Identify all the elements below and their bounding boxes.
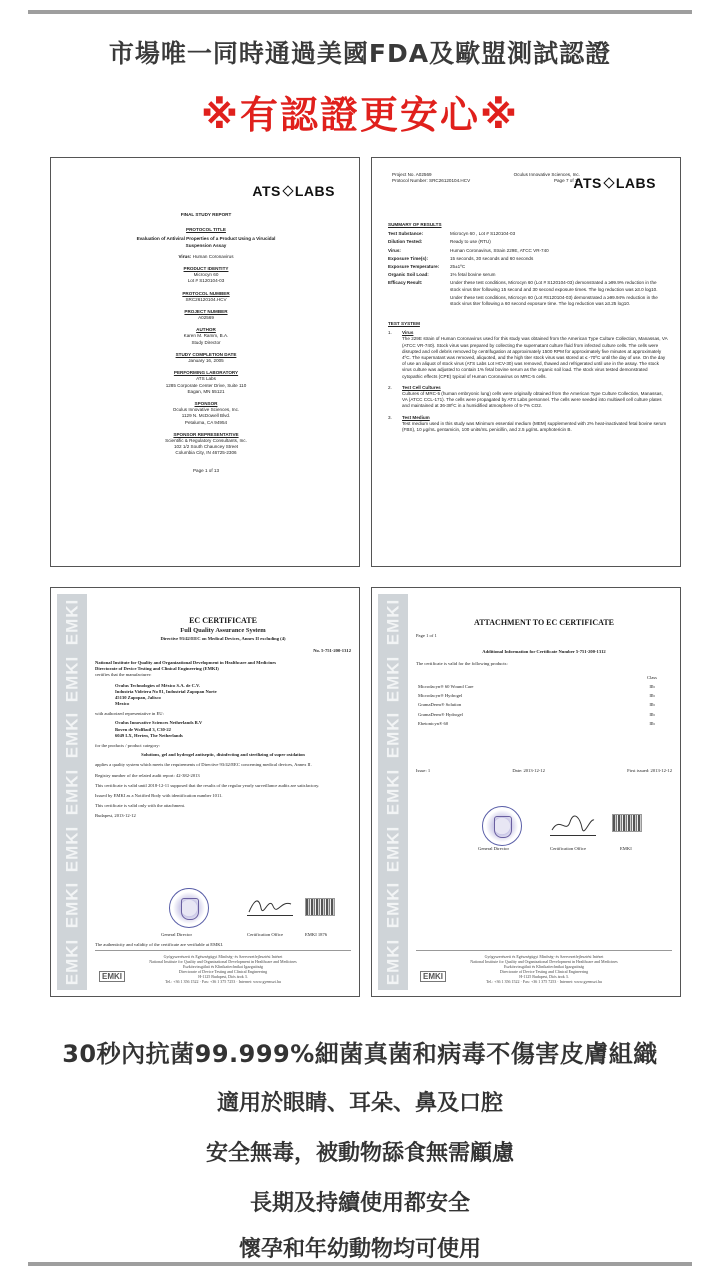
summary-key: Exposure Time(s):: [388, 255, 428, 261]
summary-value: 1% fetal bovine serum: [450, 272, 496, 278]
item-title: Virus: [402, 330, 414, 336]
ec-certificate: [50, 587, 360, 997]
sponsor-address-1: 1129 N. McDowell Blvd.: [181, 413, 231, 419]
class-header: Class: [647, 674, 657, 680]
bottom-divider: [28, 1262, 692, 1266]
attachment-line: This certificate is valid only with the attachment.: [95, 803, 186, 809]
summary-key: Virus:: [388, 247, 401, 253]
project-number: A02569: [198, 315, 214, 321]
item-title: Test Cell Cultures: [402, 384, 441, 390]
product-class: IIb: [649, 693, 655, 699]
product-class: IIb: [649, 702, 655, 708]
summary-key: [388, 295, 450, 307]
completion-date: January 16, 2005: [188, 358, 224, 363]
table-row: [416, 692, 672, 701]
lab-address-2: Eagan, MN 55121: [187, 388, 225, 394]
top-divider: [28, 10, 692, 14]
summary-value: Human Coronavirus, Strain 229E, ATCC VR-740: [450, 247, 549, 253]
emki-watermark-text: EMKI: [62, 768, 81, 816]
sponsor-rep-address-2: Columbia City, IN 46725-2306: [175, 450, 237, 456]
summary-row: [388, 248, 668, 254]
product-lot: Lot # S120104-03: [187, 278, 225, 284]
summary-row: [388, 264, 668, 270]
certificate-body: [95, 602, 351, 820]
list-item: [388, 415, 668, 434]
emki-watermark-text: EMKI: [383, 712, 402, 759]
item-number: 2.: [388, 384, 392, 390]
attachment-title: ATTACHMENT TO EC CERTIFICATE: [474, 618, 614, 627]
table-row: [416, 719, 672, 728]
summary-of-results-page: [371, 157, 681, 567]
sponsor-rep-label: SPONSOR REPRESENTATIVE: [173, 431, 239, 437]
protocol-title-label: PROTOCOL TITLE: [186, 227, 226, 233]
emki-code: EMKI 1876: [305, 932, 328, 937]
emki-watermark-text: EMKI: [383, 655, 402, 703]
manufacturer-address-1: Industria Vidriera No 81, Industrial Zapopan Norte: [115, 688, 217, 694]
summary-value: 15 seconds, 30 seconds and 60 seconds: [450, 255, 534, 261]
feature-antibacterial: 30秒內抗菌99.999%細菌真菌和病毒不傷害皮膚組織: [62, 1040, 658, 1068]
for-products-line: for the products / product category:: [95, 743, 160, 748]
certifies-line: certifies that the manufacturer:: [95, 672, 152, 678]
certificate-attachment: [371, 587, 681, 997]
results-section: [388, 216, 668, 438]
attachment-body: [416, 602, 672, 775]
signature-icon: [550, 814, 596, 836]
representative-block: [95, 720, 351, 739]
summary-value: Under these test conditions, Microcyn 60 (Lot # S120104-03) demonstrated a ≥99.9% reduction in the stock virus titer following 15 second and 30 second exposure times. The log reduction was ≥3.0 log10.: [450, 280, 658, 292]
emki-watermark-text: EMKI: [383, 881, 402, 929]
item-number: 1.: [388, 330, 392, 336]
feature-pregnancy-safe: 懷孕和年幼動物均可使用: [238, 1237, 481, 1262]
item-text: Test medium used in this study was Minimum essential medium (MEM) supplemented with 2% heat-inactivated fetal bovine serum (FBS), 10 μg/mL gentamicin, 100 units/mL penicillin, and 2.5 μg/mL amphotericin B.: [402, 420, 667, 432]
item-text: Cultures of MRC-5 (human embryonic lung) cells were originally obtained from the American Type Culture Collection, Manassas, VA (ATCC CCL-171). The cells were propagated by ATS Labs personnel. The cells were seeded into multiwell cell culture plates and maintained at 36-38ºC in a humidified atmosphere of 5-7% CO2.: [402, 390, 663, 409]
summary-row: [388, 280, 668, 292]
registry-line: Registry number of the related audit report: 42-382-2013: [95, 772, 200, 778]
summary-key: Test Substance:: [388, 231, 424, 237]
sponsor-rep-address-1: 102 1/2 South Chauncey Street: [173, 444, 239, 450]
representative-address-2: 6049 LX, Herten, The Netherlands: [115, 732, 183, 738]
summary-key: Organic Soil Load:: [388, 272, 429, 278]
authenticity-line: The authenticity and validity of the certificate are verifiable at EMKI.: [95, 942, 224, 947]
first-issued: First issued: 2013-12-12: [627, 768, 672, 774]
summary-row: [388, 231, 668, 237]
feature-applicable-areas: 適用於眼睛、耳朵、鼻及口腔: [216, 1091, 503, 1116]
official-seal-icon: [482, 806, 522, 846]
table-row: [416, 683, 672, 692]
test-system-list: [388, 330, 668, 433]
barcode-icon: [305, 898, 335, 916]
ats-labs-logo: ATS LABS: [573, 175, 656, 191]
virus-line: Virus: Human Coronavirus: [178, 253, 234, 259]
signature-icon: [247, 894, 293, 916]
summary-value: Ready to use (RTU): [450, 239, 491, 245]
additional-info-line: Additional Information for Certificate Number 5-751-200-1312: [482, 648, 606, 654]
issuer-line-1: National Institute for Quality and Organizational Development in Healthcare and Medicines: [95, 659, 277, 665]
emki-logo: EMKI: [99, 971, 125, 982]
barcode-icon: [612, 814, 642, 832]
sponsor-name: Oculus Innovative Sciences, Inc.: [172, 407, 240, 413]
summary-value: 25±1ºC: [450, 263, 466, 269]
study-report-cover: [50, 157, 360, 567]
issued-line: Issued by EMKI as a Notified Body with identification number 1011.: [95, 792, 223, 798]
protocol-number: Protocol Number: SRC26120104.HCV: [392, 178, 471, 184]
summary-title: SUMMARY OF RESULTS: [388, 222, 442, 227]
emki-watermark-text: EMKI: [62, 881, 81, 929]
sponsor-rep-name: Scientific & Regulatory Consultants, Inc.: [165, 437, 247, 443]
ats-labs-logo: ATS LABS: [252, 183, 335, 199]
project-number-label: PROJECT NUMBER: [184, 308, 228, 314]
issue-row: [416, 768, 672, 774]
issue-date: Date: 2013-12-12: [512, 768, 545, 774]
director-label: General Director: [161, 932, 192, 937]
manufacturer-country: Mexico: [115, 701, 130, 707]
product-name: GramaDerm® Hydrogel: [418, 711, 463, 717]
list-item: [388, 330, 668, 380]
product-name: Ebetonicyn® 60: [418, 720, 449, 726]
test-system-title: TEST SYSTEM: [388, 321, 420, 327]
summary-key: Exposure Temperature:: [388, 263, 440, 269]
manufacturer-address-2: 45130 Zapopan, Jalisco: [115, 694, 161, 700]
issuer-line-2: Directorate of Device Testing and Clinical Engineering (EMKI): [95, 666, 219, 672]
emki-label: EMKI: [620, 846, 632, 851]
item-title: Test Medium: [402, 414, 430, 420]
certificate-subtitle: Full Quality Assurance System: [180, 626, 266, 634]
official-seal-icon: [169, 888, 209, 928]
issue-number: Issue: 1: [416, 768, 431, 774]
lab-name: ATS Labs: [196, 376, 216, 382]
summary-key: Efficacy Result:: [388, 280, 423, 286]
product-category: Solutions, gel and hydrogel antiseptic, disinfecting and sterilizing of super oxidation: [141, 752, 305, 758]
certificate-title: EC CERTIFICATE: [189, 616, 257, 625]
product-class: IIb: [649, 711, 655, 717]
summary-row: [388, 272, 668, 278]
emki-watermark-text: EMKI: [62, 712, 81, 759]
emki-watermark-text: EMKI: [383, 768, 402, 816]
representative-address-1: Boven de Wolfkuil 3, C30-22: [115, 726, 171, 732]
manufacturer-block: [95, 683, 351, 708]
product-name: Microdacyn® Hydrogel: [418, 693, 463, 699]
emki-watermark-text: EMKI: [62, 938, 81, 985]
applies-line: applies a quality system which meets the requirements of Directive 93/42/EEC concerning medical devices, Annex II.: [95, 762, 312, 768]
page-number: Page 1 of 13: [192, 468, 220, 474]
certificate-number: No. 5-751-200-1312: [313, 647, 351, 653]
product-class: IIb: [649, 684, 655, 690]
attachment-footer: Gyógyszerészeti és Egészségügyi Minőség- és Szervezetfejlesztési Intézet National Institute for Quality and Organizational Development in Healthcare and Medicines Eszközvizsgálati és Klinikaitechnikai Igazgatóság Directorate of Device Testing and Clinical Engineering H-1125 Budapest, Diós árok 3. Tel.: +36 1 356 1522 · Fax: +36 1 375 7253 · Internet: www.gyemszi.hu: [416, 950, 672, 984]
emki-watermark-text: EMKI: [62, 599, 81, 646]
page-subheadline: ※有認證更安心※: [201, 93, 519, 137]
summary-row: [388, 239, 668, 245]
emki-watermark-band: [378, 594, 408, 990]
validity-line: This certificate is valid until 2018-12-11 supposed that the results of the regular yearly surveillance audits are satisfactory.: [95, 782, 320, 788]
author-title: Study Director: [191, 339, 221, 345]
company-name: Oculus Innovative Sciences, Inc.: [513, 172, 580, 177]
item-text: The 229E strain of Human Coronavirus used for this study was obtained from the American Type Culture Collection, Manassas, VA (ATCC VR-740). Stock virus was prepared by collecting the supernatant culture fluid from infected culture cells. The cells were disrupted and cell debris removed by centrifugation at approximately 1500 RPM for approximately five minutes at approximately 4ºC. The supernatant was removed, aliquoted, and the high titer stock virus was stored at ≤ -70ºC until the day of use. On the day of use an aliquot of stock virus (ATS Labs Lot HCV-30) was removed, thawed and refrigerated until use in the assay. The stock virus culture was adjusted to contain 1% fetal bovine serum as the organic soil load. The stock virus tested demonstrated cytopathic effects (CPE) typical of Human Coronavirus on MRC-5 cells.: [402, 336, 668, 379]
product-class: IIb: [649, 720, 655, 726]
list-item: [388, 385, 668, 410]
product-name: GramaDerm® Solution: [418, 702, 462, 708]
protocol-title: Evaluation of Antiviral Properties of a Product Using a Virucidal Suspension Assay: [136, 236, 276, 248]
emki-watermark-band: [57, 594, 87, 990]
protocol-number: SRC26120104.HCV: [185, 296, 227, 302]
product-identity: Microcyn 60: [193, 272, 219, 278]
feature-long-term-safe: 長期及持續使用都安全: [249, 1191, 470, 1216]
representative-name: Oculus Innovative Sciences Netherlands B.V: [115, 720, 203, 726]
summary-value: Under these test conditions, Microcyn 60 (Lot #S120104-03) demonstrated a ≥99.94% reduction in the stock virus titer following a 60 second exposure time. The log reduction was ≥3.25 log10.: [450, 294, 658, 306]
table-row: [416, 701, 672, 710]
emki-watermark-text: EMKI: [383, 938, 402, 985]
emki-watermark-text: EMKI: [62, 825, 81, 872]
product-class-table: [416, 673, 672, 728]
lab-label: PERFORMING LABORATORY: [173, 370, 239, 376]
product-identity-label: PRODUCT IDENTITY: [183, 265, 229, 271]
product-name: Microdacyn® 60 Wound Care: [418, 684, 474, 690]
summary-row: [388, 295, 668, 307]
manufacturer-name: Oculus Technologies of México S.A. de C.V.: [115, 682, 200, 688]
page-number: Page 7 of 13: [553, 178, 580, 184]
sponsor-address-2: Petaluma, CA 94954: [184, 419, 228, 425]
office-label: Certification Office: [550, 846, 587, 851]
page-headline: 市場唯一同時通過美國FDA及歐盟測試認證: [108, 39, 612, 68]
ats-labs-diamond-icon: ATS: [573, 175, 602, 191]
sponsor-label: SPONSOR: [194, 400, 218, 406]
rep-intro: with authorized representative in EU:: [95, 711, 164, 717]
certificate-directive: Directive 93/42/EEC on Medical Devices, Annex II excluding (4): [160, 635, 286, 641]
item-number: 3.: [388, 414, 392, 420]
project-number: Project No. A02569: [392, 172, 432, 177]
ats-labs-diamond-icon: ATS: [252, 183, 281, 199]
office-label: Certification Office: [247, 932, 284, 937]
emki-watermark-text: EMKI: [383, 825, 402, 872]
lab-address-1: 1285 Corporate Center Drive, Suite 110: [165, 382, 247, 388]
report-header-right: [500, 172, 580, 184]
feature-non-toxic: 安全無毒，被動物舔食無需顧慮: [205, 1141, 514, 1166]
summary-table: [388, 231, 668, 307]
report-type: FINAL STUDY REPORT: [180, 212, 232, 217]
emki-logo: EMKI: [420, 971, 446, 982]
certificate-footer: Gyógyszerészeti és Egészségügyi Minőség- és Szervezetfejlesztési Intézet National Institute for Quality and Organizational Development in Healthcare and Medicines Eszközvizsgálati és Klinikaitechnikai Igazgatóság Directorate of Device Testing and Clinical Engineering H-1125 Budapest, Diós árok 3. Tel.: +36 1 356 1522 · Fax: +36 1 375 7253 · Internet: www.gyemszi.hu: [95, 950, 351, 984]
completion-label: STUDY COMPLETION DATE: [175, 351, 237, 357]
table-row: [416, 710, 672, 719]
author-label: AUTHOR: [196, 327, 216, 333]
table-header-row: [416, 673, 672, 682]
summary-key: Dilution Tested:: [388, 239, 423, 245]
summary-value: Microcyn 60 , Lot # S120104-03: [450, 231, 516, 237]
author-name: Karen M. Ramm, B.A.: [183, 333, 229, 339]
emki-watermark-text: EMKI: [383, 599, 402, 646]
place-date: Budapest, 2013-12-12: [95, 813, 136, 819]
emki-watermark-text: EMKI: [62, 655, 81, 703]
attachment-page: Page 1 of 1: [416, 632, 437, 638]
summary-row: [388, 256, 668, 262]
director-label: General Director: [478, 846, 509, 851]
valid-for-line: The certificate is valid for the following products:: [416, 661, 508, 667]
protocol-number-label: PROTOCOL NUMBER: [182, 290, 230, 296]
